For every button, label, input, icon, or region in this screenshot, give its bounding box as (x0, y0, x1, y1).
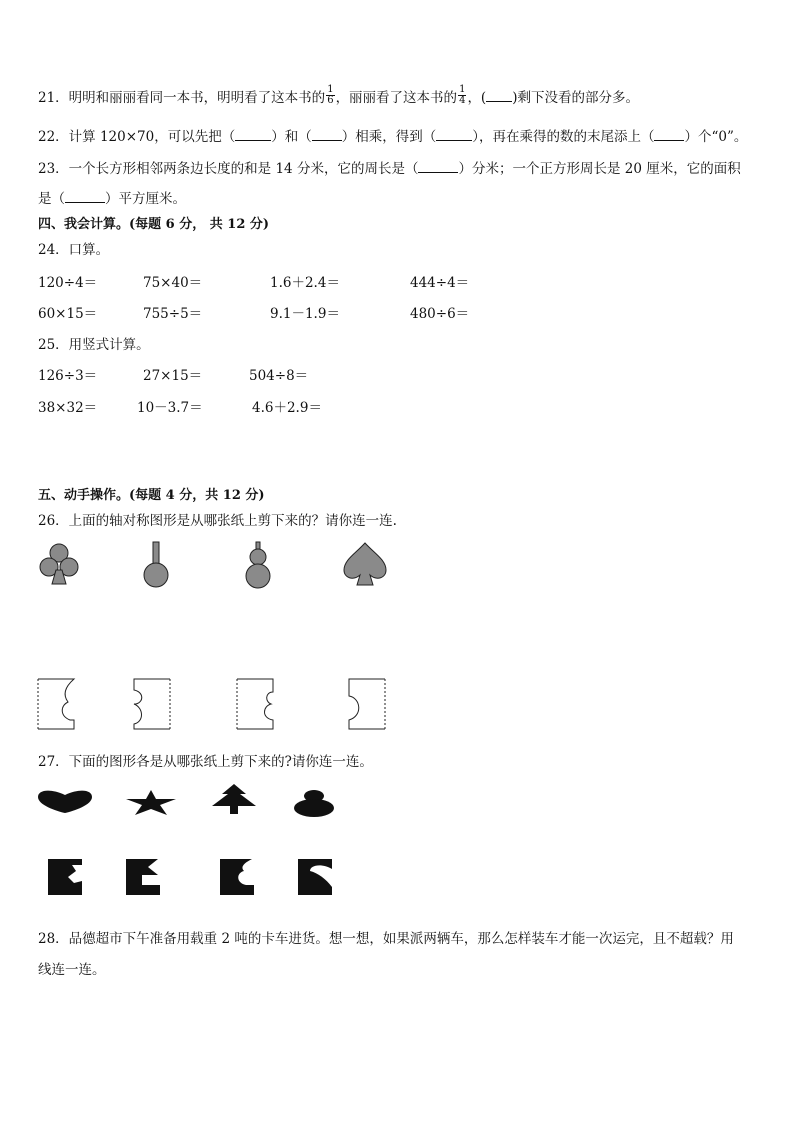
question-22: 22．计算 120×70，可以先把（ ）和（ ）相乘，得到（ ），再在乘得的数的末尾添上（ ）个“0”。 (38, 129, 748, 145)
answer-blank[interactable] (65, 190, 105, 203)
club-shape-icon (36, 540, 82, 590)
answer-blank[interactable] (436, 128, 472, 141)
question-27-title: 27．下面的图形各是从哪张纸上剪下来的?请你连一连。 (38, 754, 373, 770)
question-24-title: 24．口算。 (38, 242, 110, 258)
heart-shape-icon (36, 787, 94, 817)
vertical-calc-item: 4.6＋2.9＝ (252, 400, 322, 416)
vertical-calc-item: 38×32＝ (38, 400, 98, 416)
fraction-one-sixth: $\frac{1}{6}$ (327, 84, 334, 106)
answer-blank[interactable] (312, 128, 342, 141)
oral-calc-item: 480÷6＝ (410, 306, 470, 322)
question-21: 21．明明和丽丽看同一本书，明明看了这本书的 $\frac{1}{6}$ ，丽丽看了这本书的 $\frac{1}{4}$ ，( )剩下没看的部分多。 (38, 84, 639, 106)
star-shape-icon (124, 787, 178, 817)
answer-blank[interactable] (235, 128, 271, 141)
cut-paper-b-icon[interactable] (124, 857, 164, 897)
oral-calc-item: 1.6＋2.4＝ (270, 275, 340, 291)
question-23-line2: 是（ ）平方厘米。 (38, 191, 186, 207)
vertical-calc-item: 126÷3＝ (38, 368, 98, 384)
oral-calc-item: 75×40＝ (143, 275, 203, 291)
answer-blank[interactable] (654, 128, 684, 141)
folded-paper-d-icon[interactable] (343, 676, 391, 732)
vertical-calc-item: 504÷8＝ (249, 368, 309, 384)
oral-calc-item: 755÷5＝ (143, 306, 203, 322)
oral-calc-item: 444÷4＝ (410, 275, 470, 291)
oral-calc-item: 120÷4＝ (38, 275, 98, 291)
gourd-shape-icon (240, 540, 276, 592)
oral-calc-item: 60×15＝ (38, 306, 98, 322)
question-28-line2: 线连一连。 (38, 962, 106, 978)
question-26-title: 26．上面的轴对称图形是从哪张纸上剪下来的？请你连一连. (38, 513, 397, 529)
cut-paper-a-icon[interactable] (46, 857, 86, 897)
cut-paper-d-icon[interactable] (296, 857, 336, 897)
folded-paper-a-icon[interactable] (36, 676, 84, 732)
section-5-heading: 五、动手操作。(每题 4 分，共 12 分) (38, 488, 265, 503)
vertical-calc-item: 27×15＝ (143, 368, 203, 384)
vertical-calc-item: 10－3.7＝ (137, 400, 203, 416)
spade-shape-icon (340, 540, 390, 590)
cut-paper-c-icon[interactable] (218, 857, 258, 897)
oral-calc-item: 9.1－1.9＝ (270, 306, 340, 322)
answer-blank[interactable] (418, 160, 458, 173)
question-28-line1: 28．品德超市下午准备用载重 2 吨的卡车进货。想一想，如果派两辆车，那么怎样装车才能一次运完，且不超载？用 (38, 931, 734, 947)
lollipop-shape-icon (138, 540, 174, 592)
question-23-line1: 23．一个长方形相邻两条边长度的和是 14 分米，它的周长是（ ）分米；一个正方形周长是 20 厘米，它的面积 (38, 161, 741, 177)
stacked-ovals-shape-icon (290, 787, 338, 819)
question-25-title: 25．用竖式计算。 (38, 337, 150, 353)
answer-blank[interactable] (486, 89, 512, 102)
folded-paper-b-icon[interactable] (130, 676, 178, 732)
fraction-one-fourth: $\frac{1}{4}$ (459, 84, 466, 106)
tree-shape-icon (206, 782, 262, 816)
section-4-heading: 四、我会计算。(每题 6 分， 共 12 分) (38, 217, 270, 232)
folded-paper-c-icon[interactable] (235, 676, 283, 732)
